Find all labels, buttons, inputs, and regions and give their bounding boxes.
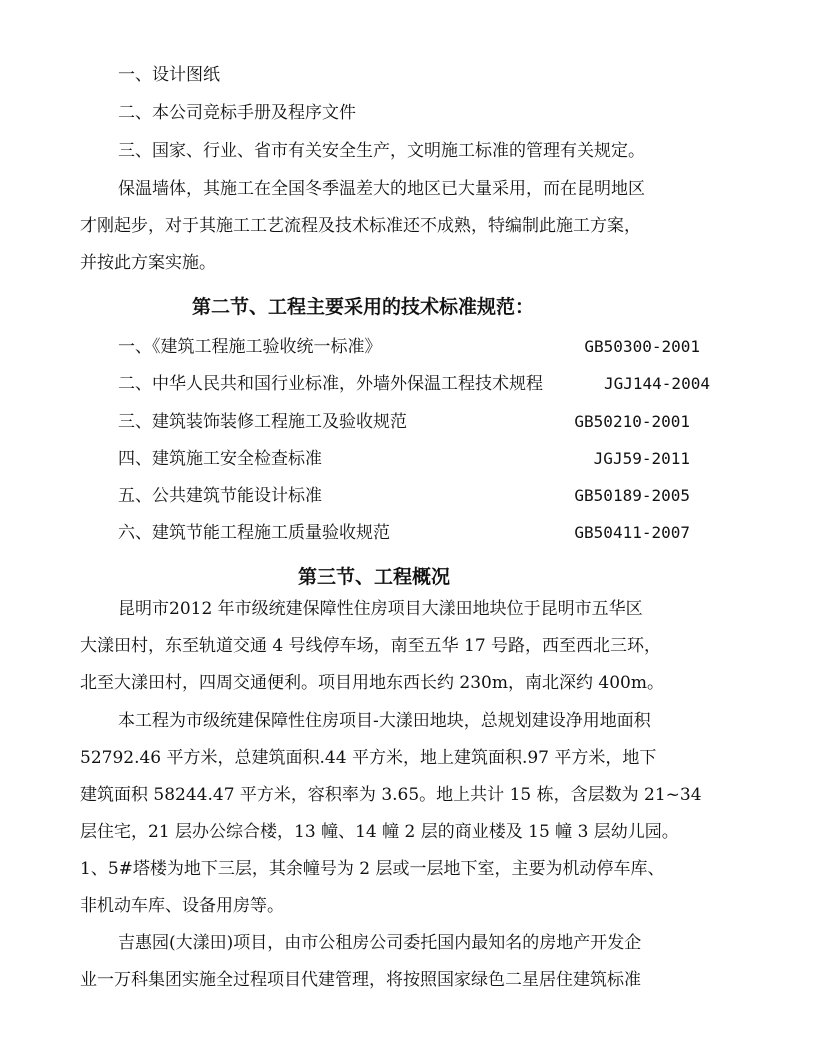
standard-name-4: 四、建筑施工安全检查标准: [118, 449, 322, 469]
intro-item-2: 二、本公司竞标手册及程序文件: [118, 103, 356, 123]
intro-paragraph-line-3: 并按此方案实施。: [80, 253, 216, 273]
standard-code-6: GB50411-2007: [574, 523, 690, 542]
standard-code-2: JGJ144-2004: [604, 374, 710, 393]
standard-name-3: 三、建筑装饰装修工程施工及验收规范: [118, 412, 407, 432]
standard-name-2: 二、中华人民共和国行业标准，外墙外保温工程技术规程: [118, 374, 543, 394]
section3-para2-line-2: 52792.46 平方米，总建筑面积.44 平方米，地上建筑面积.97 平方米，地下: [80, 748, 657, 768]
section3-para2-line-3: 建筑面积 58244.47 平方米，容积率为 3.65。地上共计 15 栋，含层数为 21~34: [80, 785, 702, 805]
standard-name-1: 一、《建筑工程施工验收统一标准》: [118, 337, 382, 357]
intro-paragraph-line-2: 才刚起步，对于其施工工艺流程及技术标准还不成熟，特编制此施工方案，: [80, 216, 641, 236]
section3-para2-line-4: 层住宅，21 层办公综合楼，13 幢、14 幢 2 层的商业楼及 15 幢 3 层幼儿园。: [80, 822, 679, 842]
standard-code-5: GB50189-2005: [574, 486, 690, 505]
section3-heading: 第三节、工程概况: [298, 566, 451, 588]
section3-para2-line-5: 1、5#塔楼为地下三层，其余幢号为 2 层或一层地下室，主要为机动停车库、: [80, 859, 665, 879]
standard-code-1: GB50300-2001: [584, 337, 700, 356]
standard-name-5: 五、公共建筑节能设计标准: [118, 486, 322, 506]
intro-item-3: 三、国家、行业、省市有关安全生产，文明施工标准的管理有关规定。: [118, 141, 645, 161]
section3-para1-line-1: 昆明市2012 年市级统建保障性住房项目大漾田地块位于昆明市五华区: [118, 599, 643, 619]
intro-item-1: 一、设计图纸: [118, 65, 220, 85]
section3-para2-line-1: 本工程为市级统建保障性住房项目-大漾田地块，总规划建设净用地面积: [118, 711, 651, 731]
standard-code-3: GB50210-2001: [574, 412, 690, 431]
standard-name-6: 六、建筑节能工程施工质量验收规范: [118, 523, 390, 543]
intro-paragraph-line-1: 保温墙体，其施工在全国冬季温差大的地区已大量采用，而在昆明地区: [118, 179, 645, 199]
section3-para1-line-3: 北至大漾田村，四周交通便利。项目用地东西长约 230m，南北深约 400m。: [80, 673, 664, 693]
section3-para3-line-1: 吉惠园(大漾田)项目，由市公租房公司委托国内最知名的房地产开发企: [118, 933, 642, 953]
standard-code-4: JGJ59-2011: [593, 449, 690, 468]
section3-para1-line-2: 大漾田村，东至轨道交通 4 号线停车场，南至五华 17 号路，西至西北三环，: [80, 636, 662, 656]
section2-heading: 第二节、工程主要采用的技术标准规范：: [192, 296, 535, 318]
section3-para2-line-6: 非机动车库、设备用房等。: [80, 896, 284, 916]
section3-para3-line-2: 业一万科集团实施全过程项目代建管理，将按照国家绿色二星居住建筑标准: [80, 970, 641, 990]
